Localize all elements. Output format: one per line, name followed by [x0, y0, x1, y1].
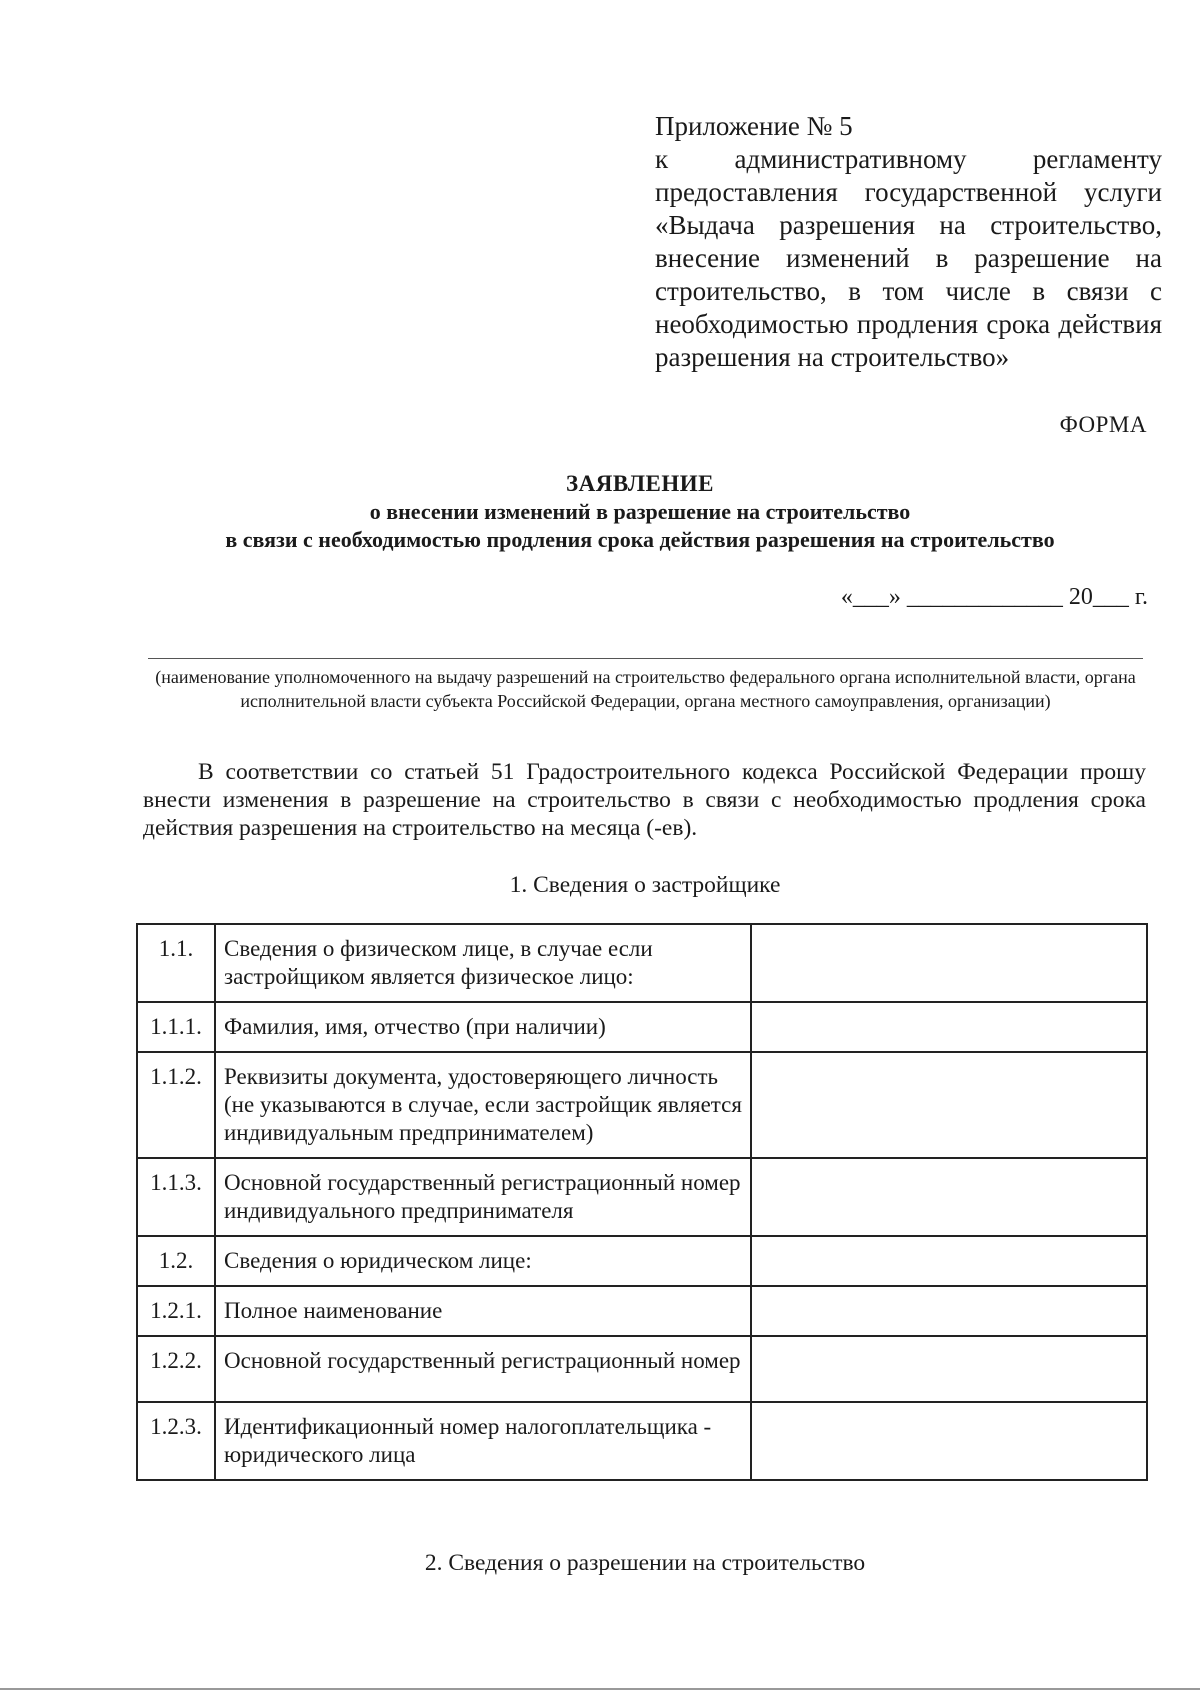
table-row — [137, 1158, 1147, 1236]
row-label: Основной государственный регистрационный номер — [215, 1336, 751, 1402]
table-row — [137, 1052, 1147, 1158]
developer-info-table — [136, 923, 1148, 1481]
row-value-field[interactable] — [751, 1002, 1147, 1052]
table-row — [137, 1002, 1147, 1052]
row-value-field[interactable] — [751, 1336, 1147, 1402]
table-row — [137, 1336, 1147, 1402]
row-label: Фамилия, имя, отчество (при наличии) — [215, 1002, 751, 1052]
form-label: ФОРМА — [1059, 412, 1147, 437]
title-main: ЗАЯВЛЕНИЕ — [566, 471, 714, 496]
appendix-text: к административному регламенту предоставления государственной услуги «Выдача разрешения на строительство, внесение изменений в разрешение на строительство, в том числе в связи с необходимостью продления срока действия разрешения на строительство» — [655, 144, 1162, 372]
table-row — [137, 1236, 1147, 1286]
row-number: 1.2.1. — [137, 1286, 215, 1336]
page-bottom-edge — [0, 1688, 1200, 1690]
row-label: Полное наименование — [215, 1286, 751, 1336]
date-field[interactable]: «___» _____________ 20___ г. — [840, 584, 1148, 610]
row-label: Сведения о физическом лице, в случае если застройщиком является физическое лицо: — [215, 924, 751, 1002]
table-row — [137, 1286, 1147, 1336]
row-number: 1.1.3. — [137, 1158, 215, 1236]
document-title — [150, 470, 1130, 554]
section-1-heading: 1. Сведения о застройщике — [509, 872, 781, 898]
row-value-field[interactable] — [751, 1402, 1147, 1480]
authority-caption: (наименование уполномоченного на выдачу разрешений на строительство федерального органа исполнительной власти, органа исполнительной власти субъекта Российской Федерации, органа местного самоуправления, организации) — [155, 667, 1136, 711]
row-label: Реквизиты документа, удостоверяющего личность (не указываются в случае, если застройщик является индивидуальным предпринимателем) — [215, 1052, 751, 1158]
title-line-2: в связи с необходимостью продления срока действия разрешения на строительство — [225, 527, 1055, 552]
row-number: 1.1. — [137, 924, 215, 1002]
row-label: Идентификационный номер налогоплательщика - юридического лица — [215, 1402, 751, 1480]
row-number: 1.2.3. — [137, 1402, 215, 1480]
row-value-field[interactable] — [751, 1286, 1147, 1336]
request-paragraph: В соответствии со статьей 51 Градостроительного кодекса Российской Федерации прошу внести изменения в разрешение на строительство в связи с необходимостью продления срока действия разрешения на строительство на месяца (-ев). — [143, 759, 1146, 841]
row-number: 1.2. — [137, 1236, 215, 1286]
appendix-block — [655, 110, 1162, 374]
section-2-heading: 2. Сведения о разрешении на строительство — [424, 1550, 866, 1576]
row-number: 1.1.1. — [137, 1002, 215, 1052]
table-row — [137, 1402, 1147, 1480]
row-label: Сведения о юридическом лице: — [215, 1236, 751, 1286]
row-number: 1.1.2. — [137, 1052, 215, 1158]
row-number: 1.2.2. — [137, 1336, 215, 1402]
row-value-field[interactable] — [751, 1052, 1147, 1158]
authority-name-field[interactable] — [148, 658, 1143, 659]
row-value-field[interactable] — [751, 924, 1147, 1002]
title-line-1: о внесении изменений в разрешение на строительство — [369, 499, 911, 524]
appendix-number: Приложение № 5 — [655, 111, 853, 141]
row-value-field[interactable] — [751, 1236, 1147, 1286]
row-label: Основной государственный регистрационный номер индивидуального предпринимателя — [215, 1158, 751, 1236]
row-value-field[interactable] — [751, 1158, 1147, 1236]
table-row — [137, 924, 1147, 1002]
